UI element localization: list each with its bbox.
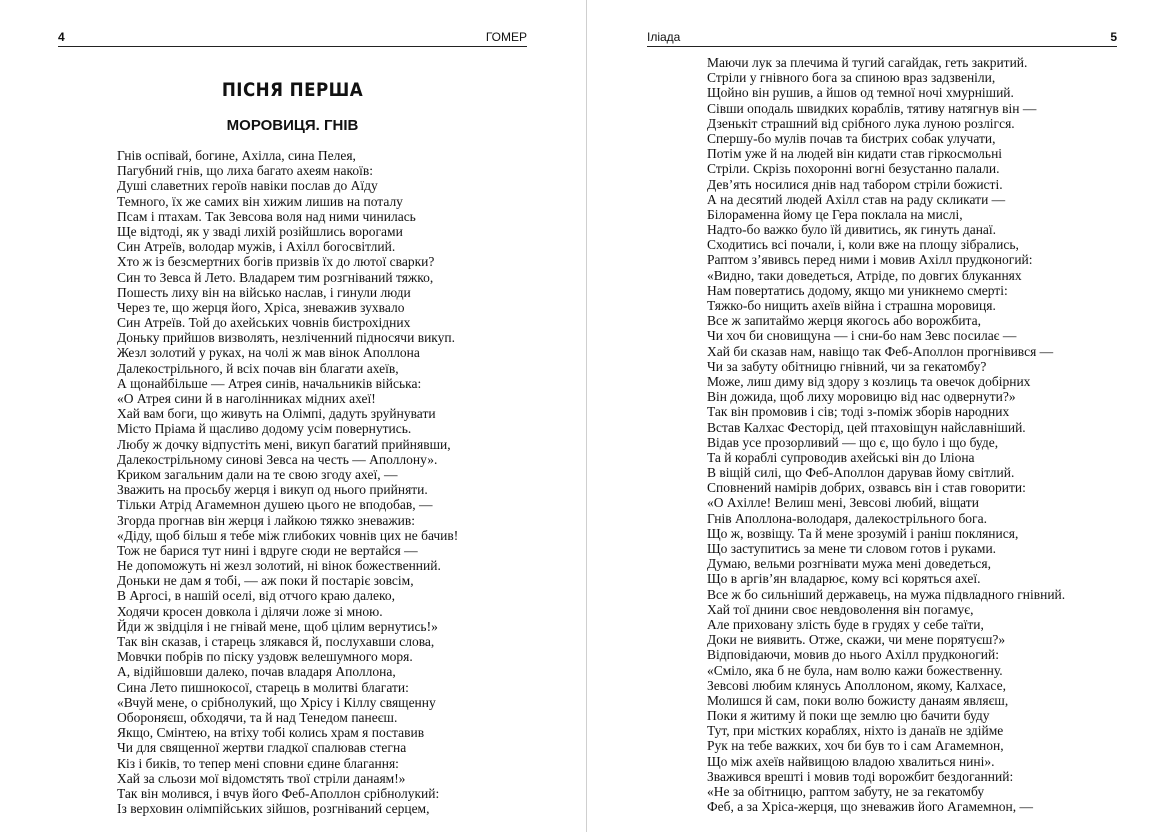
verse-line: Що заступитись за мене ти словом готов і руками. bbox=[707, 541, 997, 556]
verse-line: Та й кораблі супроводив ахейські він до Іліона bbox=[707, 449, 975, 465]
verse-line: Відповідаючи, мовив до нього Ахілл прудконогий: bbox=[707, 647, 1000, 663]
verse-line: Поки я житиму й поки ще землю цю бачити буду bbox=[707, 708, 990, 724]
verse-line: Хай за сльози мої відомстять твої стріли данаям!» bbox=[117, 770, 406, 786]
verse-line: Тяжко-бо нищить ахеїв війна і страшна моровиця. bbox=[707, 298, 996, 313]
verse-line: Зважився врешті і мовив тоді ворожбит бездоганний: bbox=[707, 768, 1014, 784]
verse-line: Нам повертатись додому, якщо ми уникнемо смерті: bbox=[707, 282, 1008, 298]
verse-line: Хто ж із безсмертних богів призвів їх до лютої сварки? bbox=[117, 254, 435, 270]
verse-line: «О Атрея сини й в наголінниках мідних ахеї! bbox=[117, 391, 376, 406]
verse-line: Ходячи кросен довкола і ділячи ложе зі мною. bbox=[117, 603, 383, 619]
header-rule bbox=[58, 46, 527, 47]
verse-line: Феб, а за Хріса-жерця, що зневажив його Агамемнон, — bbox=[707, 799, 1033, 815]
verse-line: Далекострільного, й всіх почав він благати ахеїв, bbox=[117, 360, 399, 376]
verse-line: Хай тої днини своє невдоволення він погамує, bbox=[707, 601, 974, 617]
verse-line: Чи хоч би сновищуна — і сни-бо нам Зевс посилає — bbox=[707, 328, 1017, 344]
verse-line: А щонайбільше — Атрея синів, начальників війська: bbox=[117, 375, 422, 391]
song-subtitle: МОРОВИЦЯ. ГНІВ bbox=[226, 117, 359, 134]
verse-line: Дзенькіт страшний від срібного лука луною розлігся. bbox=[707, 115, 1015, 131]
verse-line: Щойно він рушив, а йшов од темної ночі хмурніший. bbox=[707, 85, 1014, 101]
verse-line: Рук на тебе важких, хоч би був то і сам Агамемнон, bbox=[707, 738, 1004, 754]
verse-line: Пагубний гнів, що лиха багато ахеям накоїв: bbox=[117, 163, 373, 179]
verse-line: Що в аргів’ян владарює, кому всі коряться ахеї. bbox=[707, 571, 981, 587]
verse-line: Гнів оспівай, богине, Ахілла, сина Пелея, bbox=[117, 148, 356, 163]
left-page-header bbox=[58, 30, 527, 45]
verse-line: А на десятий людей Ахілл став на раду скликати — bbox=[707, 191, 1006, 207]
verse-line: Стріли у гнівного бога за спиною враз задзвеніли, bbox=[707, 70, 996, 86]
verse-line: Все ж бо сильніший державець, на мужа підвладного гнівний. bbox=[707, 586, 1066, 602]
verse-line: Не допоможуть ні жезл золотий, ні вінок божественний. bbox=[117, 558, 441, 574]
verse-line: Може, лиш диму від здору з козлиць та овечок добірних bbox=[707, 373, 1031, 389]
verse-line: «Вчуй мене, о срібнолукий, що Хрісу і Кіллу священну bbox=[117, 694, 436, 710]
verse-line: Син то Зевса й Лето. Владарем тим розгніваний тяжко, bbox=[117, 269, 434, 285]
verse-line: Так він молився, і вчув його Феб-Аполлон срібнолукий: bbox=[117, 785, 440, 801]
verse-line: Сівши оподаль швидких кораблів, тятиву натягнув він — bbox=[707, 100, 1037, 116]
page-number: 5 bbox=[1110, 30, 1117, 44]
verse-line: Ще відтоді, як у зваді лихій розійшлись ворогами bbox=[117, 223, 403, 239]
verse-line: Відав усе прозорливий — що є, що було і що буде, bbox=[707, 434, 999, 450]
verse-line: Все ж запитаймо жерця якогось або ворожбита, bbox=[707, 313, 981, 329]
verse-line: Тільки Атрід Агамемнон душею цього не вподобав, — bbox=[117, 497, 433, 513]
verse-line: Любу ж дочку відпустіть мені, викуп багатий прийнявши, bbox=[117, 436, 451, 452]
verse-line: Молишся й сам, поки волю божисту данаям являєш, bbox=[707, 692, 1009, 708]
verse-line: Він дожида, щоб лиху моровицю від нас одвернути?» bbox=[707, 389, 1016, 405]
verse-line: В Аргосі, в нашій оселі, від отчого краю далеко, bbox=[117, 588, 396, 604]
verse-line: Син Атреїв, володар мужів, і Ахілл богосвітлий. bbox=[117, 239, 396, 255]
verse-line: Зевсові любим клянусь Аполлоном, якому, Калхасе, bbox=[707, 677, 1006, 693]
verse-line: Тут, при містких кораблях, ніхто із данаїв не здійме bbox=[707, 723, 1004, 739]
verse-line: Чи за забуту обітницю гнівний, чи за гекатомбу? bbox=[707, 358, 987, 374]
verse-line: Якщо, Смінтею, на втіху тобі колись храм я поставив bbox=[117, 725, 425, 741]
verse-line: Через те, що жерця його, Хріса, зневажив зухвало bbox=[117, 299, 405, 315]
header-rule bbox=[647, 46, 1117, 47]
verse-block bbox=[117, 148, 458, 816]
verse-line: Дев’ять носилися днів над табором стріли божисті. bbox=[707, 176, 1003, 192]
verse-line: Встав Калхас Фесторід, цей птаховіщун найславніший. bbox=[707, 419, 1026, 435]
verse-line: Чи для священної жертви гладкої спалював стегна bbox=[117, 740, 407, 756]
verse-line: Білораменна йому це Гера поклала на мислі, bbox=[707, 206, 963, 222]
verse-line: Сповнений намірів добрих, озвавсь він і став говорити: bbox=[707, 480, 1026, 496]
left-page bbox=[0, 0, 586, 832]
verse-line: «Видно, таки доведеться, Атріде, по довгих блуканнях bbox=[707, 267, 1022, 283]
verse-line: Душі славетних героїв навіки послав до Аїду bbox=[117, 178, 378, 194]
verse-line: А, відійшовши далеко, почав владаря Аполлона, bbox=[117, 664, 396, 680]
verse-line: «Сміло, яка б не була, нам волю кажи божественну. bbox=[707, 662, 1003, 678]
verse-line: «Не за обітницю, раптом забуту, не за гекатомбу bbox=[707, 784, 985, 799]
verse-line: «О Ахілле! Велиш мені, Зевсові любий, віщати bbox=[707, 495, 979, 511]
verse-line: Темного, їх же самих він хижим лишив на поталу bbox=[117, 193, 403, 209]
verse-line: Йди ж звідціля і не гнівай мене, щоб цілим вернутись!» bbox=[117, 618, 438, 634]
running-head: Іліада bbox=[647, 30, 681, 44]
verse-line: Жезл золотий у руках, на чолі ж мав вінок Аполлона bbox=[117, 345, 420, 361]
verse-line: Зважить на просьбу жерця і викуп од нього прийняти. bbox=[117, 482, 428, 498]
verse-line: Що ж, возвіщу. Та й мене зрозумій і раніш поклянися, bbox=[707, 525, 1019, 541]
verse-line: Але приховану злість буде в грудях у себе таїти, bbox=[707, 616, 984, 632]
verse-line: Потім уже й на людей він кидати став гіркосмольні bbox=[707, 146, 1003, 162]
verse-line: Маючи лук за плечима й тугий сагайдак, геть закритий. bbox=[707, 55, 1028, 70]
right-page bbox=[587, 0, 1173, 832]
verse-line: Сходитись всі почали, і, коли вже на площу зібрались, bbox=[707, 237, 1019, 253]
verse-line: Сина Лето пишнокосої, старець в молитві благати: bbox=[117, 679, 409, 695]
verse-line: Доньку прийшов визволять, незліченний підносячи викуп. bbox=[117, 330, 456, 346]
verse-line: Гнів Аполлона-володаря, далекострільного бога. bbox=[707, 510, 987, 526]
verse-line: Тож не барися тут нині і вдруге сюди не вертайся — bbox=[117, 542, 418, 558]
verse-line: Місто Пріама й щасливо додому усім повернутись. bbox=[117, 421, 412, 437]
verse-line: Доки не виявить. Отже, скажи, чи мене порятуєш?» bbox=[707, 632, 1006, 648]
verse-line: «Діду, щоб більш я тебе між глибоких човнів цих не бачив! bbox=[117, 527, 459, 543]
verse-line: Криком загальним дали на те свою згоду ахеї, — bbox=[117, 466, 398, 482]
verse-line: Хай вам боги, що живуть на Олімпі, дадуть зруйнувати bbox=[117, 406, 436, 422]
verse-line: Обороняєш, обходячи, та й над Тенедом панеєш. bbox=[117, 709, 398, 725]
verse-line: Псам і птахам. Так Зевсова воля над ними чинилась bbox=[117, 208, 416, 224]
verse-line: Раптом з’явивсь перед ними і мовив Ахілл прудконогий: bbox=[707, 252, 1033, 268]
verse-line: Син Атреїв. Той до ахейських човнів бистрохідних bbox=[117, 315, 411, 331]
song-title: ПІСНЯ ПЕРША bbox=[221, 79, 364, 101]
verse-line: Так він промовив і сів; тоді з-поміж зборів народних bbox=[707, 404, 1010, 420]
page-number: 4 bbox=[58, 30, 65, 44]
verse-line: Далекострільному синові Зевса на честь — Аполлону». bbox=[117, 451, 438, 467]
verse-line: Доньки не дам я тобі, — аж поки й постаріє зовсім, bbox=[117, 573, 414, 589]
verse-line: Згорда прогнав він жерця і лайкою тяжко зневажив: bbox=[117, 512, 416, 528]
verse-line: Із верховин олімпійських зійшов, розгніваний серцем, bbox=[117, 801, 430, 817]
verse-line: Надто-бо важко було їй дивитись, як гинуть данаї. bbox=[707, 222, 997, 238]
verse-line: Стріли. Скрізь похоронні вогні безустанно палали. bbox=[707, 161, 1000, 177]
verse-line: Пошесть лиху він на військо наслав, і гинули люди bbox=[117, 284, 411, 300]
right-page-header bbox=[647, 30, 1117, 45]
verse-line: Так він сказав, і старець злякався й, послухавши слова, bbox=[117, 634, 435, 649]
running-head: ГОМЕР bbox=[485, 30, 527, 44]
verse-line: Думаю, вельми розгнівати мужа мені доведеться, bbox=[707, 556, 991, 572]
verse-block bbox=[707, 55, 1065, 814]
verse-line: Кіз і биків, то тепер мені сповни єдине благання: bbox=[117, 755, 399, 771]
verse-line: Хай би сказав нам, навіщо так Феб-Аполлон прогнівився — bbox=[707, 343, 1054, 359]
verse-line: В віщій силі, що Феб-Аполлон дарував йому світлий. bbox=[707, 465, 1015, 481]
verse-line: Спершу-бо мулів почав та бистрих собак улучати, bbox=[707, 130, 996, 146]
verse-line: Що між ахеїв найвищою владою хвалиться нині». bbox=[707, 753, 995, 769]
verse-line: Мовчки побрів по піску уздовж велешумного моря. bbox=[117, 649, 413, 665]
